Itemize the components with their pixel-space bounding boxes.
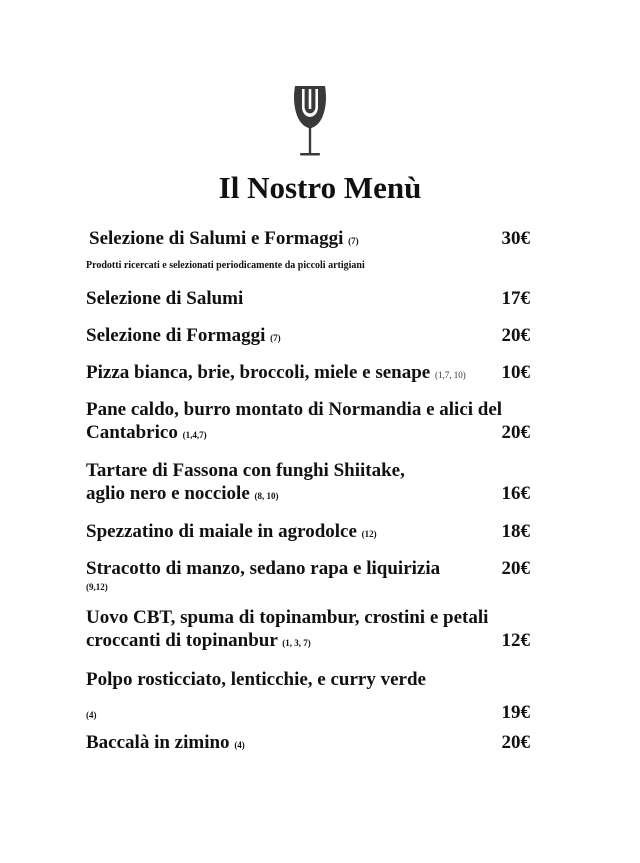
item-price: 12€ (501, 630, 530, 651)
item-allergens: (4) (86, 710, 97, 720)
item-name: Tartare di Fassona con funghi Shiitake, (86, 460, 405, 481)
item-name: Selezione di Salumi e Formaggi (89, 228, 344, 249)
item-price: 16€ (501, 483, 530, 504)
page-title: Il Nostro Menù (218, 170, 422, 205)
menu-item (86, 557, 530, 594)
item-name: Selezione di Formaggi (86, 325, 266, 346)
item-name: Selezione di Salumi (86, 288, 244, 309)
item-name: Pane caldo, burro montato di Normandia e alici del (86, 399, 503, 420)
item-name: Uovo CBT, spuma di topinambur, crostini e petali (86, 607, 489, 628)
item-name-cont: aglio nero e nocciole (86, 483, 250, 504)
menu-item (86, 520, 530, 546)
menu-item (86, 287, 530, 310)
item-name: Spezzatino di maiale in agrodolce (86, 521, 357, 542)
item-price: 18€ (501, 521, 530, 542)
item-price: 20€ (501, 558, 530, 579)
item-name: Stracotto di manzo, sedano rapa e liquirizia (86, 558, 441, 579)
item-price: 20€ (501, 422, 530, 443)
menu-item (86, 459, 530, 508)
menu-item (86, 668, 530, 727)
item-allergens: (1, 3, 7) (282, 638, 311, 648)
item-price: 19€ (501, 702, 530, 723)
item-price: 20€ (501, 732, 530, 753)
item-name: Polpo rosticciato, lenticchie, e curry verde (86, 669, 426, 690)
menu-item (86, 606, 530, 655)
item-allergens: (1,7, 10) (434, 370, 466, 380)
menu-item (86, 398, 530, 447)
item-name-cont: croccanti di topinanbur (86, 630, 278, 651)
item-note: Prodotti ricercati e selezionati periodicamente da piccoli artigiani (86, 260, 365, 271)
item-price: 10€ (501, 362, 530, 383)
item-name: Baccalà in zimino (86, 732, 230, 753)
item-allergens: (7) (270, 333, 281, 343)
item-name: Pizza bianca, brie, broccoli, miele e senape (86, 362, 431, 383)
item-price: 30€ (501, 228, 530, 249)
item-allergens: (4) (234, 740, 245, 750)
menu-item (89, 227, 530, 253)
menu-item (86, 731, 530, 757)
item-allergens: (9,12) (86, 582, 108, 592)
item-allergens: (7) (348, 236, 359, 246)
wine-glass-fork-icon (292, 84, 328, 158)
item-price: 17€ (501, 288, 530, 309)
item-allergens: (1,4,7) (182, 430, 207, 440)
item-allergens: (8, 10) (254, 491, 279, 501)
menu-item (86, 361, 530, 387)
menu-item (86, 324, 530, 350)
item-allergens: (12) (361, 529, 377, 539)
item-name-cont: Cantabrico (86, 422, 178, 443)
item-price: 20€ (501, 325, 530, 346)
